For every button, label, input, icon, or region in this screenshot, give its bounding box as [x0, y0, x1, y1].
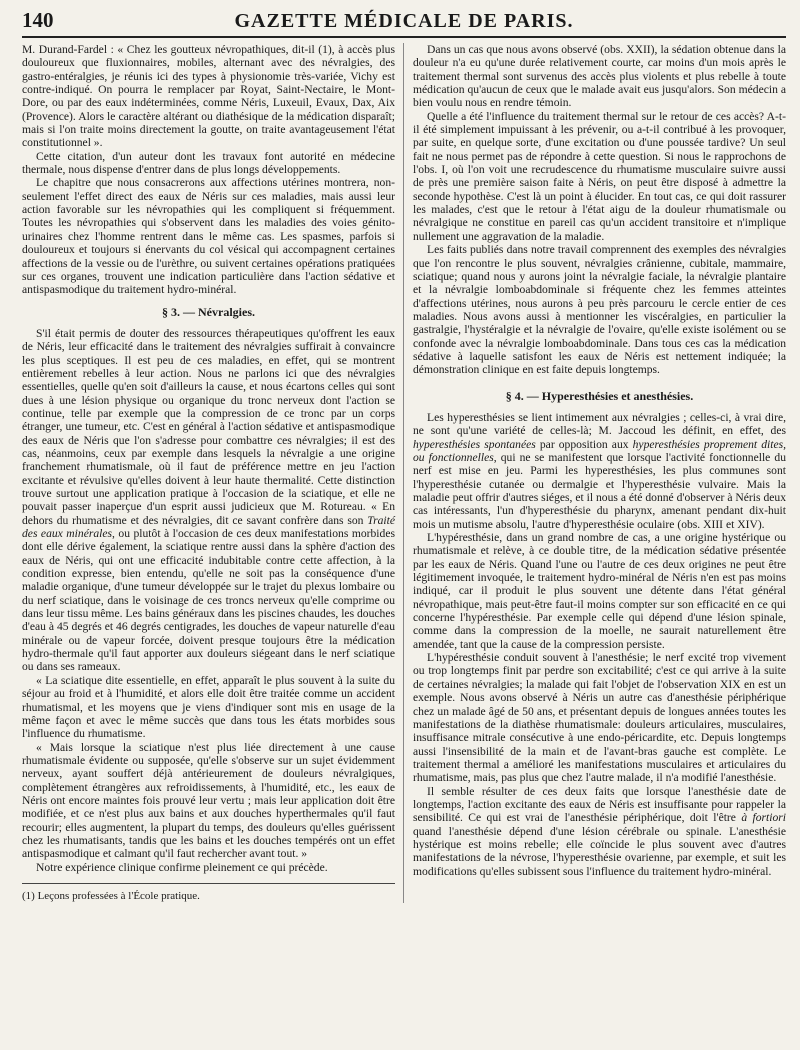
paragraph: « La sciatique dite essentielle, en effet, apparaît le plus souvent à la suite du séjour au froid et à l'humidité, et alors elle doit être traitée comme un accident rhumatismal, et les moyens que je viens d'indiquer sont mis en usage de la même façon et avec le même succès que dans tous les états morbides sous l'influence du rhumatisme. [22, 673, 395, 741]
page-number: 140 [22, 8, 54, 32]
text-run: par opposition aux [535, 437, 633, 451]
text-run: S'il était permis de douter des ressources thérapeutiques qu'offrent les eaux de Néris, leur efficacité dans le traitement des névralgies suffirait à convaincre les plus sceptiques. Il est peu de ces maladies, en effet, qui se montrent entièrement rebelles à leur action. Nous ne parlons ici que des névralgies essentielles, quelle qu'en soit d'ailleurs la cause, et nous écartons celles qui sont dues à une lésion physique ou organique du tronc nerveux dont l'action se continue, telle par exemple que la compression de ce tronc par un corps étranger, une tumeur, etc. C'est en général à l'action sédative et antispasmodique des eaux de Néris que l'on s'adresse pour combattre ces névralgies; il est des cas, néanmoins, ceux par exemple dans lesquels la névralgie a une origine franchement rhumatismale, où il faut de préférence mettre en jeu l'action excitante et révulsive qu'elles doivent à leur haute thermalité. Cette distinction trouve surtout une application pratique à l'occasion de la sciatique, et elle ne pouvait passer inaperçue d'un esprit aussi judicieux que M. Rotureau. « En dehors du rhumatisme et des névralgies, dit ce savant confrère dans son [22, 326, 395, 527]
footnote-rule [22, 883, 395, 884]
book-title: Traité des eaux minérales [22, 513, 395, 541]
section-heading-hyperesthesies: § 4. — Hyperesthésies et anesthésies. [505, 388, 694, 403]
journal-title: GAZETTE MÉDICALE DE PARIS. [234, 10, 574, 32]
paragraph [413, 785, 786, 878]
paragraph: M. Durand-Fardel : « Chez les goutteux névropathiques, dit-il (1), à accès plus douloureux que fluxionnaires, mobiles, alternant avec des névralgies, des gastro-entéralgies, je réunis ici des types à physionomie très-variée, Vichy est contre-indiqué. On pourra le remplacer par Royat, Saint-Nectaire, le Mont-Dore, ou par des eaux indéterminées, comme Néris, Luxeuil, Evaux, Dax, Aix (Provence). Alors le caractère altérant ou diathésique de la médication disparaît; mais si l'on traite moins directement la goutte, on traite avantageusement l'état constitutionnel ». [22, 43, 395, 150]
paragraph [22, 327, 395, 674]
page-header [22, 8, 786, 38]
text-columns [22, 43, 786, 903]
paragraph: « Mais lorsque la sciatique n'est plus liée directement à une cause rhumatismale évidente ou supposée, qu'elle s'observe sur un sujet évidemment nerveux, ayant souffert déjà antérieurement de douleurs névralgiques, complètement étrangères aux refroidissements, à l'humidité, etc., les eaux de Néris ont encore maintes fois prouvé leur vertu ; mais leur application doit être modifiée, et ce n'est plus aux bains et aux douches hyperthermales qu'il faut recourir; elles augmentent, la plupart du temps, des douleurs qu'elles guérissent chez les rhumatisants, tandis que les bains et les douches tempérés ont un effet antispasmodique et calmant qu'il faut rechercher avant tout. » [22, 740, 395, 861]
left-column [22, 43, 404, 903]
paragraph: Cette citation, d'un auteur dont les travaux font autorité en médecine thermale, nous dispense d'entrer dans de plus longs développements. [22, 149, 395, 177]
section-heading-nevralgies: § 3. — Névralgies. [162, 304, 255, 319]
text-run: Il semble résulter de ces deux faits que lorsque l'anesthésie date de longtemps, l'action excitante des eaux de Néris est insuffisante pour rappeler la sensibilité. Ce qui est vrai de l'anesthésie périphérique, doit l'être [413, 784, 786, 825]
paragraph: Le chapitre que nous consacrerons aux affections utérines montrera, non-seulement l'effet direct des eaux de Néris sur ces maladies, mais aussi leur action favorable sur les névropathies qui les compliquent si fréquemment. Toutes les névropathies qui s'observent dans les maladies des voies génito-urinaires chez l'homme rentrent dans le même cas. Les spasmes, parfois si douloureux et toujours si énervants du col vésical qui accompagnent certaines affections de la vessie ou de l'urèthre, ou suivent certaines opérations pratiquées sur ces organes, trouvent une indication particulière dans l'action sédative et antispasmodique du traitement hydro-minéral. [22, 176, 395, 297]
footnote: (1) Leçons professées à l'École pratique. [22, 889, 200, 902]
paragraph: Quelle a été l'influence du traitement thermal sur le retour de ces accès? A-t-il été simplement impuissant à les prévenir, ou a-t-il contribué à les provoquer, par suite, en quelque sorte, d'une excitation ou d'une poussée tardive? Un seul fait ne nous permet pas de répondre à cette question. Si nous le rapprochons de l'obs. I, où l'on voit une recrudescence du rhumatisme musculaire suivre aussi de près une première saison faite à Néris, on peut être disposé à admettre la seconde hypothèse. C'est là un point à élucider. En tout cas, ce qui doit rassurer les malades, c'est que le retour à l'état aigu de la douleur rhumatismale ou névralgique ne constitue en pareil cas qu'un accident transitoire et n'implique nullement une aggravation de la maladie. [413, 109, 786, 243]
text-run: quand l'anesthésie dépend d'une lésion cérébrale ou spinale. L'anesthésie hystérique est moins rebelle; elle coïncide le plus souvent avec d'autres manifestations de la névrose, l'hyperesthésie ovarienne, par exemple, et suit les modifications qu'elles subissent sous l'influence du traitement hydro-minéral. [413, 824, 786, 878]
paragraph: L'hypéresthésie conduit souvent à l'anesthésie; le nerf excité trop vivement ou trop longtemps finit par perdre son excitabilité; c'est ce qui arrive à la suite de certaines névralgies; la malade qui fait l'objet de l'observation XIX en est un exemple. Nous avons observé à Néris un autre cas d'anesthésie périphérique chez un malade âgé de 50 ans, et présentant depuis de longues années toutes les manifestations de la diathèse rhumatismale: douleurs articulaires, musculaires, insuffisance mitrale consécutive à une endo-péricardite, etc. Depuis longtemps aussi l'insensibilité de la main et de l'avant-bras gauche est complète. Le traitement thermal a amélioré les manifestations musculaires et articulaires du rhumatisme, mais, pas plus que chez l'autre malade, il n'a modifié l'anesthésie. [413, 651, 786, 785]
emphasis: hyperesthésies spontanées [413, 437, 536, 451]
right-column [404, 43, 786, 903]
paragraph: Les faits publiés dans notre travail comprennent des exemples des névralgies que l'on rencontre le plus souvent, névralgies crânienne, cubitale, mammaire, sciatique; quand nous y aurons joint la névralgie faciale, la névralgie plantaire et la névralgie lomboabdominale si fréquente chez les femmes atteintes d'affections utérines, nous aurons à peu près parcouru le cercle entier de ces maladies. Nous avons aussi à mentionner les viscéralgies, en particulier la gastralgie, l'hystéralgie et la névralgie de l'ovaire, qu'elle existe isolément ou se confonde avec la névralgie lomboabdominale. Dans tous ces cas la médication sédative à laquelle satisfont les eaux de Néris est nettement indiquée; la démonstration clinique en est faite depuis longtemps. [413, 243, 786, 377]
text-run: , ou plutôt à l'occasion de ces deux manifestations morbides dont elle dérive également, la sciatique rentre aussi dans la sphère d'action des eaux de Néris, qui ont une efficacité indubitable contre cette affection, à la condition expresse, bien entendu, qu'elle ne soit pas la conséquence d'une maladie organique, d'une tumeur développée sur le trajet du plexus lombaire ou du nerf sciatique, dans le voisinage de ces troncs nerveux qu'elle comprime ou dans leur tissu même. Les bains généraux dans les piscines chaudes, les douches d'eau à 45 degrés et 46 degrés centigrades, les douches de vapeur naturelle d'eau minérale ou de vapeur forcée, doivent presque toujours être la médication hydro-thermale qu'il faut apporter aux douleurs siégeant dans le nerf sciatique ou dans ses rameaux. [22, 527, 395, 674]
emphasis: à fortiori [741, 811, 786, 825]
text-run: , qui ne se manifestent que lorsque l'activité fonctionnelle du nerf est mise en jeu. Parmi les hyperesthésies, les plus communes sont l'hyperesthésie cutanée ou dermalgie et l'hyperesthésie vulvaire. Mais la maladie peut offrir d'autres siéges, et il nous a été donné d'observer à Néris deux cas intéressants, l'un d'hyperesthésie du pharynx, amenant pendant dix-huit mois un mutisme absolu, l'autre d'hyperesthésie oculaire (obs. XIII et XIV). [413, 450, 786, 531]
paragraph: Dans un cas que nous avons observé (obs. XXII), la sédation obtenue dans la douleur n'a eu qu'une durée relativement courte, car moins d'un mois après le traitement thermal sont survenus des accès plus violents et plus rebelle à toute médication qu'aucun de ceux que le malade avait eus jusqu'alors. Son médecin a bien voulu nous en rendre témoin. [413, 43, 786, 110]
paragraph: Notre expérience clinique confirme pleinement ce qui précède. [36, 860, 328, 874]
emphasis: hyperesthésies proprement dites, ou fonctionnelles [413, 437, 786, 464]
paragraph: L'hypéresthésie, dans un grand nombre de cas, a une origine hystérique ou rhumatismale et relève, à ce double titre, de la médication sédative présentée par les eaux de Néris. Quand l'une ou l'autre de ces deux origines ne peut être légitimement invoquée, le traitement hydro-minéral de Néris n'en est pas moins indiqué, car il produit le plus souvent une détente dans l'état général névropathique, mais peut-être faut-il moins compter sur son efficacité en ce qui concerne l'hypéresthésie. Par exemple celle qui dépend d'une lésion spinale, comme dans la compression de la moelle, ne saurait naturellement être amendée, tant que la cause de la compression persiste. [413, 531, 786, 651]
paragraph [413, 411, 786, 531]
text-run: Les hyperesthésies se lient intimement aux névralgies ; celles-ci, à vrai dire, ne sont qu'une variété de celles-là; M. Jaccoud les définit, en effet, des [413, 410, 786, 438]
